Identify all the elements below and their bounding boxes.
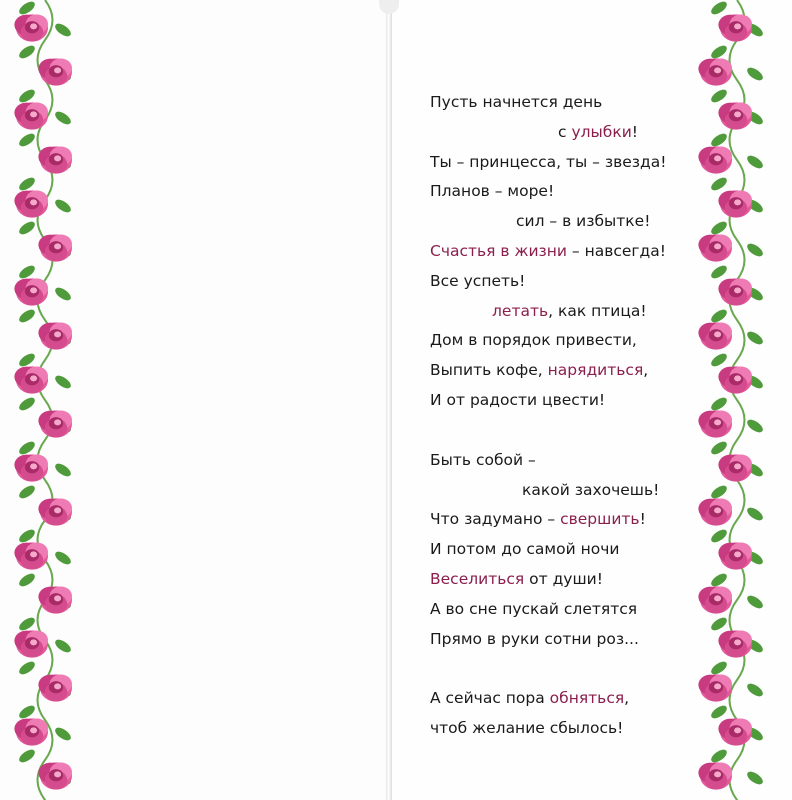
poem-text: А во сне пускай слетятся (430, 599, 638, 618)
poem-line (430, 684, 680, 714)
poem-text: И потом до самой ночи (430, 540, 620, 559)
leaf-icon (709, 87, 729, 105)
rose-icon (718, 630, 752, 657)
leaf-icon (53, 637, 73, 655)
rose-icon (698, 674, 732, 701)
rose-icon (698, 322, 732, 349)
highlighted-word: улыбки (571, 122, 632, 141)
poem-line (430, 207, 680, 237)
poem-text: от души! (524, 569, 603, 588)
leaf-icon (17, 307, 37, 325)
leaf-icon (17, 131, 37, 149)
poem-line (430, 476, 680, 506)
rose-border-icon (692, 0, 782, 800)
poem-line (430, 326, 680, 356)
rose-icon (38, 234, 72, 261)
leaf-icon (709, 263, 729, 281)
leaf-icon (709, 351, 729, 369)
rose-icon (698, 498, 732, 525)
leaf-icon (17, 703, 37, 721)
poem-line (430, 237, 680, 267)
rose-icon (698, 762, 732, 789)
leaf-icon (745, 65, 765, 83)
poem-text: чтоб желание сбылось! (430, 719, 624, 738)
leaf-icon (17, 175, 37, 193)
leaf-icon (53, 549, 73, 567)
poem-line (430, 177, 680, 207)
poem-text: какой захочешь! (522, 480, 660, 499)
poem-text: , (643, 361, 649, 380)
poem-text: И от радости цвести! (430, 390, 606, 409)
rose-icon (718, 718, 752, 745)
rose-icon (38, 322, 72, 349)
leaf-icon (17, 351, 37, 369)
leaf-icon (53, 109, 73, 127)
leaf-icon (17, 87, 37, 105)
leaf-icon (17, 571, 37, 589)
rose-icon (718, 102, 752, 129)
rose-icon (698, 146, 732, 173)
leaf-icon (17, 263, 37, 281)
leaf-icon (709, 43, 729, 61)
rose-icon (698, 410, 732, 437)
rose-icon (38, 146, 72, 173)
leaf-icon (53, 461, 73, 479)
poem-text: Планов – море! (430, 182, 555, 201)
leaf-icon (709, 175, 729, 193)
leaf-icon (17, 395, 37, 413)
rose-icon (38, 410, 72, 437)
stanza-gap (430, 416, 680, 446)
rose-icon (14, 366, 48, 393)
rose-icon (718, 190, 752, 217)
leaf-icon (709, 395, 729, 413)
rose-icon (14, 14, 48, 41)
poem-text: с (558, 122, 572, 141)
leaf-icon (709, 439, 729, 457)
leaf-icon (745, 329, 765, 347)
rose-icon (38, 762, 72, 789)
rose-icon (698, 234, 732, 261)
poem-line (430, 565, 680, 595)
leaf-icon (53, 725, 73, 743)
leaf-icon (709, 483, 729, 501)
poem-text: сил – в избытке! (516, 212, 651, 231)
poem-line (430, 595, 680, 625)
leaf-icon (17, 43, 37, 61)
rose-border-right (692, 0, 782, 800)
highlighted-word: обняться (549, 689, 625, 708)
leaf-icon (745, 505, 765, 523)
poem-line (430, 714, 680, 744)
poem-line (430, 446, 680, 476)
poem-line (430, 297, 680, 327)
rose-icon (718, 542, 752, 569)
leaf-icon (709, 747, 729, 765)
poem-text: , как птица! (548, 301, 647, 320)
rose-icon (718, 14, 752, 41)
leaf-icon (745, 769, 765, 787)
highlighted-word: летать (492, 301, 549, 320)
leaf-icon (17, 439, 37, 457)
poem-line (430, 535, 680, 565)
leaf-icon (53, 285, 73, 303)
rose-icon (698, 58, 732, 85)
highlighted-word: Веселиться (430, 569, 525, 588)
rose-icon (38, 586, 72, 613)
poem-text: Прямо в руки сотни роз... (430, 629, 639, 648)
stanza-3 (430, 684, 680, 744)
rose-icon (14, 102, 48, 129)
leaf-icon (17, 615, 37, 633)
rose-icon (14, 718, 48, 745)
leaf-icon (745, 681, 765, 699)
leaf-icon (709, 571, 729, 589)
poem-line (430, 148, 680, 178)
leaf-icon (709, 615, 729, 633)
leaf-icon (709, 703, 729, 721)
rose-icon (14, 190, 48, 217)
poem-line (430, 356, 680, 386)
poem-text: Все успеть! (430, 271, 526, 290)
stanza-2 (430, 446, 680, 655)
poem-line (430, 625, 680, 655)
leaf-icon (709, 219, 729, 237)
poem-text: Дом в порядок привести, (430, 331, 637, 350)
poem-text: ! (631, 122, 638, 141)
rose-icon (38, 58, 72, 85)
poem (430, 88, 680, 744)
poem-line (430, 386, 680, 416)
poem-text: А сейчас пора (430, 689, 550, 708)
leaf-icon (709, 307, 729, 325)
leaf-icon (745, 241, 765, 259)
poem-text: Ты – принцесса, ты – звезда! (430, 152, 667, 171)
leaf-icon (709, 527, 729, 545)
leaf-icon (17, 747, 37, 765)
rose-icon (14, 542, 48, 569)
highlighted-word: нарядиться (547, 361, 644, 380)
leaf-icon (709, 0, 729, 17)
rose-icon (718, 278, 752, 305)
rose-icon (14, 630, 48, 657)
rose-border-left (0, 0, 90, 800)
poem-text: – навсегда! (566, 241, 666, 260)
poem-text: Быть собой – (430, 450, 536, 469)
rose-icon (38, 674, 72, 701)
poem-text: Выпить кофе, (430, 361, 548, 380)
stanza-gap (430, 654, 680, 684)
poem-line (430, 88, 680, 118)
poem-text: ! (639, 510, 646, 529)
leaf-icon (745, 593, 765, 611)
leaf-icon (53, 373, 73, 391)
poem-line (430, 267, 680, 297)
stanza-1 (430, 88, 680, 416)
poem-text: Что задумано – (430, 510, 561, 529)
leaf-icon (745, 153, 765, 171)
leaf-icon (17, 0, 37, 17)
leaf-icon (17, 527, 37, 545)
leaf-icon (17, 483, 37, 501)
leaf-icon (53, 21, 73, 39)
leaf-icon (709, 659, 729, 677)
rose-icon (718, 366, 752, 393)
rose-icon (718, 454, 752, 481)
poem-text: Пусть начнется день (430, 93, 603, 111)
poem-line (430, 118, 680, 148)
poem-line (430, 505, 680, 535)
rose-icon (698, 586, 732, 613)
leaf-icon (53, 197, 73, 215)
highlighted-word: Счастья в жизни (430, 241, 567, 260)
card-fold (386, 0, 392, 800)
rose-border-icon (0, 0, 90, 800)
leaf-icon (745, 417, 765, 435)
rose-icon (14, 454, 48, 481)
highlighted-word: свершить (560, 510, 640, 529)
leaf-icon (709, 131, 729, 149)
poem-text: , (624, 689, 630, 708)
rose-icon (14, 278, 48, 305)
leaf-icon (17, 219, 37, 237)
leaf-icon (17, 659, 37, 677)
